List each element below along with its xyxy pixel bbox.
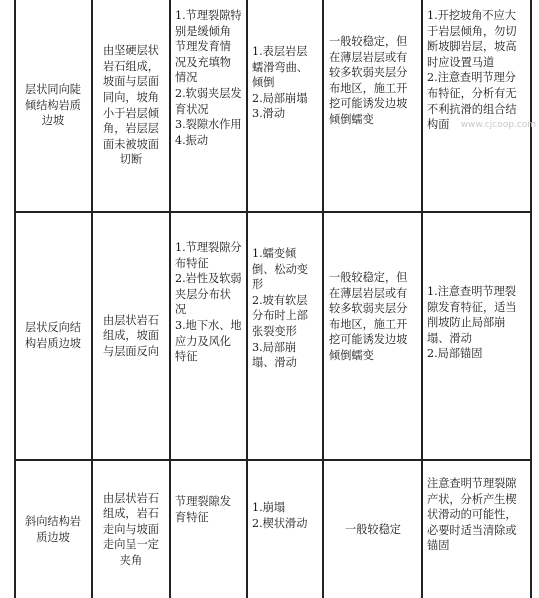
factors-cell: 1.节理裂隙分布特征 2.岩性及软弱夹层分布状况 3.地下水、地应力及风化特征 <box>175 241 242 364</box>
stability-cell: 一般较稳定，但在薄层岩层或有较多软弱夹层分布地区，施工开挖可能诱发边坡倾倒蠕变 <box>329 271 408 362</box>
slope-type-cell: 层状同向陡倾结构岩质边坡 <box>25 83 81 128</box>
slope-type-cell: 层状反向结构岩质边坡 <box>25 321 81 350</box>
measures-cell: 1.开挖坡角不应大于岩层倾角，勿切断坡脚岩层，坡高时应设置马道 2.注意查明节理分布特征，分析有无不利抗滑的组合结构面 <box>427 9 517 132</box>
watermark: www.cjcoop.com <box>460 120 536 130</box>
failure-mode-cell: 1.表层岩层蠕滑弯曲、倾倒 2.局部崩塌 3.滑动 <box>252 45 308 121</box>
column-divider <box>91 0 93 598</box>
factors-cell: 节理裂隙发育特征 <box>175 495 231 524</box>
column-divider <box>421 0 423 598</box>
slope-type-cell: 斜向结构岩质边坡 <box>25 514 81 544</box>
factors-cell: 1.节理裂隙特别是缓倾角节理发育情况及充填物情况 2.软弱夹层发育状况 3.裂隙水作用 4.振动 <box>175 9 242 147</box>
measures-cell: 1.注意查明节理裂隙发育特征，适当削坡防止局部崩塌、滑动 2.局部锚固 <box>427 285 517 361</box>
column-divider <box>169 0 171 598</box>
slope-classification-table <box>14 0 532 598</box>
table-border-right <box>530 0 532 598</box>
table-border-left <box>14 0 16 598</box>
failure-mode-cell: 1.蠕变倾倒、松动变形 2.坡有软层分布时上部张裂变形 3.局部崩塌、滑动 <box>252 247 308 370</box>
column-divider <box>246 0 248 598</box>
composition-cell: 由层状岩石组成，岩石走向与坡面走向呈一定夹角 <box>103 491 159 567</box>
stability-cell: 一般较稳定 <box>345 522 401 536</box>
row-divider <box>14 211 532 213</box>
failure-mode-cell: 1.崩塌 2.楔状滑动 <box>252 501 308 530</box>
column-divider <box>322 0 324 598</box>
measures-cell: 注意查明节理裂隙产状，分析产生楔状滑动的可能性，必要时适当清除或锚固 <box>427 477 517 553</box>
row-divider <box>14 459 532 461</box>
stability-cell: 一般较稳定，但在薄层岩层或有较多软弱夹层分布地区，施工开挖可能诱发边坡倾倒蠕变 <box>329 35 408 126</box>
composition-cell: 由层状岩石组成，坡面与层面反向 <box>103 313 159 358</box>
composition-cell: 由坚硬层状岩石组成，坡面与层面同向，坡角小于岩层倾角，岩层层面未被坡面切断 <box>103 44 159 167</box>
